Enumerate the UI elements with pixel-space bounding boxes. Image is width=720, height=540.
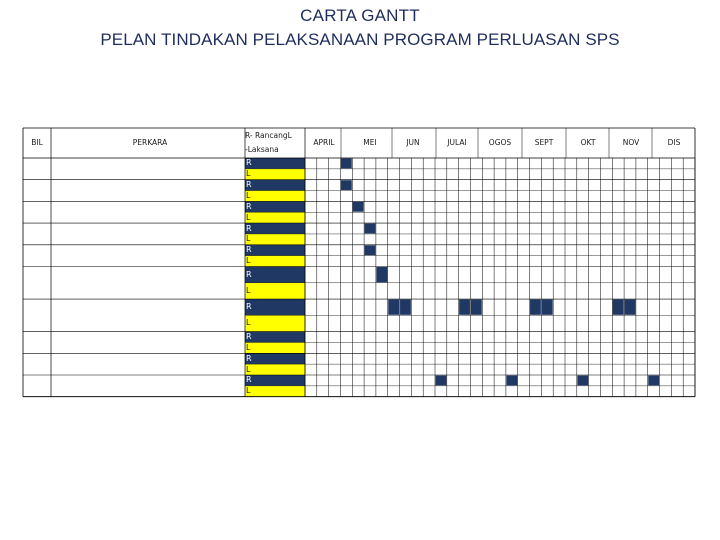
plan-label: R: [246, 353, 252, 363]
plan-bar: [341, 159, 352, 169]
done-label: L: [246, 364, 251, 374]
plan-bar: [648, 376, 659, 386]
plan-bar: [459, 300, 470, 315]
done-label: L: [246, 234, 251, 244]
plan-bar: [577, 376, 588, 386]
plan-bar: [613, 300, 624, 315]
plan-bar: [530, 300, 541, 315]
page-title: CARTA GANTT: [300, 6, 420, 25]
plan-bar: [625, 300, 636, 315]
done-label: L: [246, 169, 251, 179]
plan-bar: [436, 376, 447, 386]
plan-bar: [506, 376, 517, 386]
month-header-mei: MEI: [363, 138, 377, 147]
header-rl-line2: -Laksana: [245, 145, 279, 154]
month-header-okt: OKT: [580, 138, 596, 147]
done-label: L: [246, 386, 251, 396]
plan-bar: [353, 202, 364, 212]
done-label: L: [246, 256, 251, 266]
plan-label: R: [246, 158, 252, 168]
plan-label: R: [246, 332, 252, 342]
month-header-julai: JULAI: [447, 138, 467, 147]
plan-bar: [376, 267, 387, 282]
page-subtitle: PELAN TINDAKAN PELAKSANAAN PROGRAM PERLUASAN SPS: [100, 30, 620, 49]
plan-label: R: [246, 245, 252, 255]
done-label: L: [246, 342, 251, 352]
header-bil: BIL: [31, 138, 43, 147]
plan-bar: [365, 245, 376, 255]
plan-bar: [341, 180, 352, 190]
plan-bar: [388, 300, 399, 315]
done-label: L: [246, 190, 251, 200]
month-header-ogos: OGOS: [488, 138, 512, 147]
plan-label: R: [246, 302, 252, 312]
month-header-nov: NOV: [622, 138, 640, 147]
header-rl-line1: R- RancangL: [245, 131, 292, 140]
plan-bar: [400, 300, 411, 315]
done-label: L: [246, 318, 251, 328]
plan-label: R: [246, 201, 252, 211]
month-header-sept: SEPT: [534, 138, 554, 147]
plan-label: R: [246, 180, 252, 190]
plan-bar: [365, 224, 376, 234]
month-header-jun: JUN: [406, 138, 420, 147]
done-label: L: [246, 285, 251, 295]
month-header-april: APRIL: [313, 138, 335, 147]
plan-label: R: [246, 269, 252, 279]
done-label: L: [246, 212, 251, 222]
plan-bar: [542, 300, 553, 315]
plan-bar: [471, 300, 482, 315]
month-header-dis: DIS: [667, 138, 681, 147]
plan-label: R: [246, 223, 252, 233]
plan-label: R: [246, 375, 252, 385]
header-perkara: PERKARA: [132, 138, 168, 147]
